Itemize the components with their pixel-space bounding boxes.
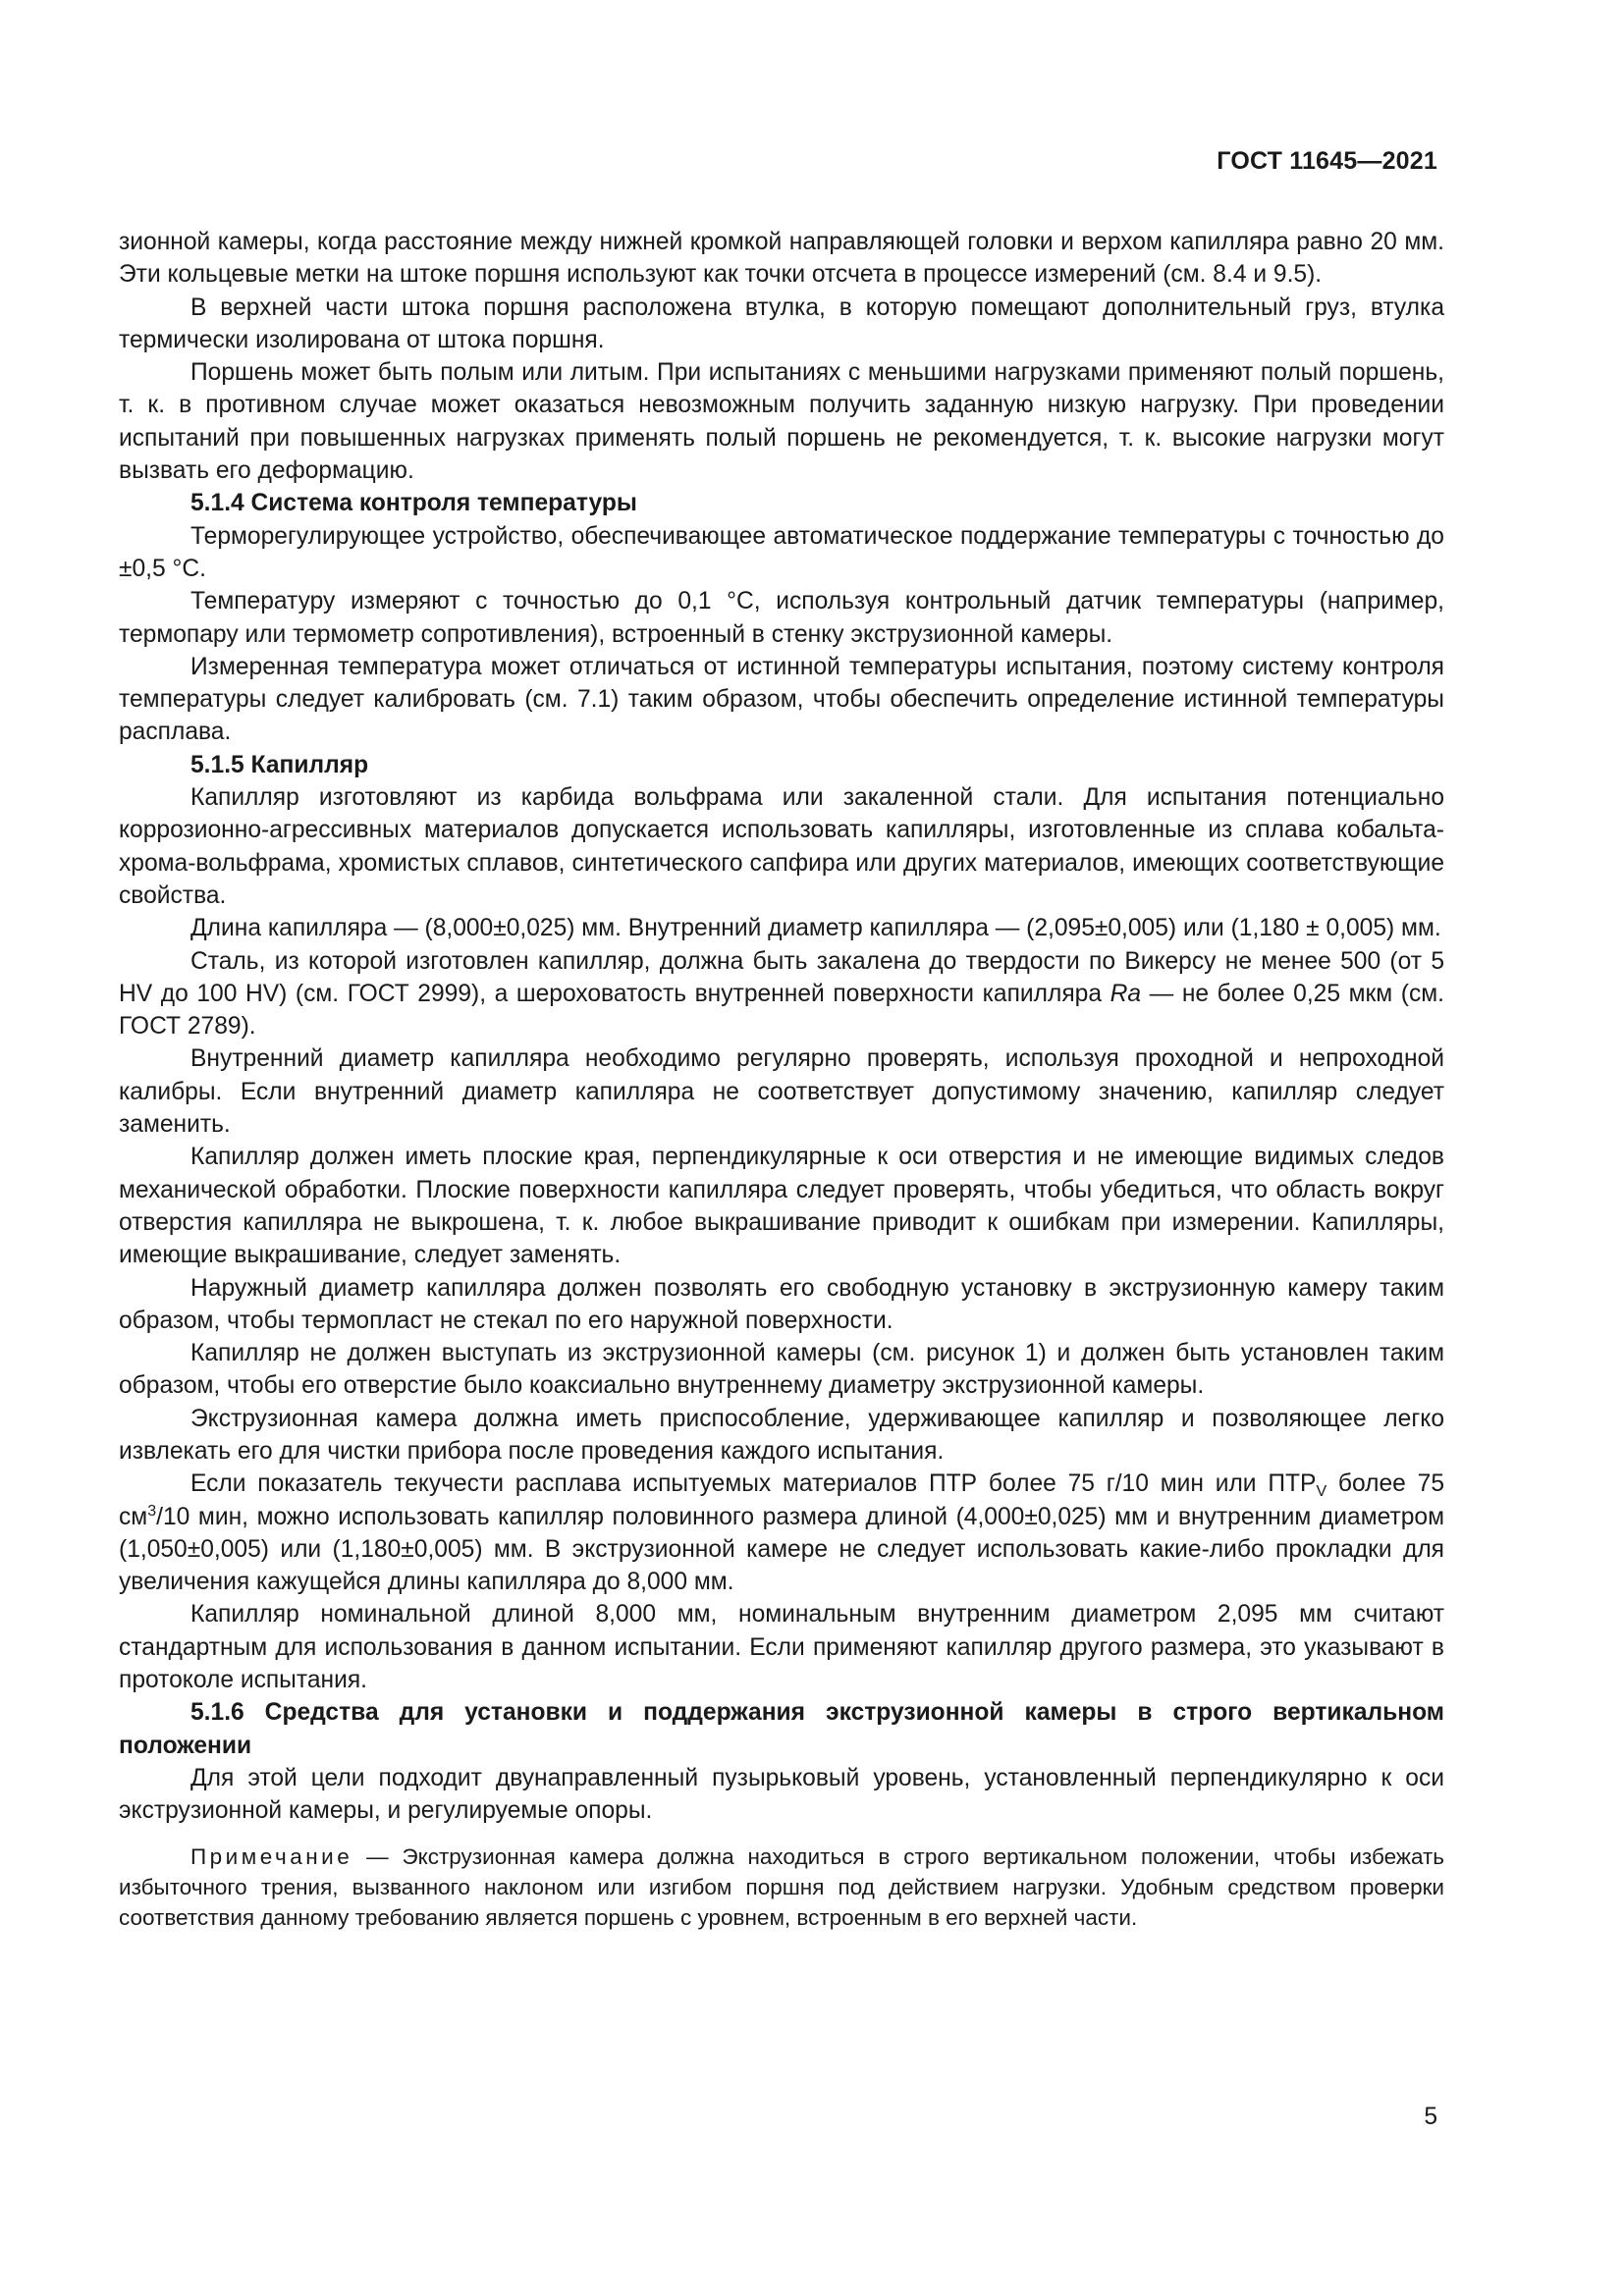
text-run: более 75 см (119, 1470, 1444, 1530)
text-run: Если показатель текучести расплава испытуемых материалов ПТР более 75 г/10 мин или ПТР (190, 1470, 1317, 1498)
paragraph: В верхней части штока поршня расположена втулка, в которую помещают дополнительный груз, втулка термически изолирована от штока поршня. (119, 294, 1444, 353)
paragraph: Капилляр номинальной длиной 8,000 мм, номинальным внутренним диаметром 2,095 мм считают стандартным для использования в данном испытании. Если применяют капилляр другого размера, это указывают в протоколе испытания. (119, 1601, 1444, 1694)
paragraph (119, 1468, 1444, 1598)
text-run: Сталь, из которой изготовлен капилляр, должна быть закалена до твердости по Викерсу не менее 500 (от 5 HV до 100 HV) (см. ГОСТ 2999), а шероховатость внутренней поверхности капилляра (119, 947, 1444, 1007)
paragraph: Поршень может быть полым или литым. При испытаниях с меньшими нагрузками применяют полый поршень, т. к. в противном случае может оказаться невозможным получить заданную низкую нагрузку. При проведении испытаний при повышенных нагрузках применять полый поршень не рекомендуется, т. к. высокие нагрузки могут вызвать его деформацию. (119, 359, 1444, 485)
paragraph: Экструзионная камера должна иметь приспособление, удерживающее капилляр и позволяющее легко извлекать его для чистки прибора после проведения каждого испытания. (119, 1405, 1444, 1465)
paragraph: Для этой цели подходит двунаправленный пузырьковый уровень, установленный перпендикулярно к оси экструзионной камеры, и регулируемые опоры. (119, 1764, 1444, 1825)
paragraph: зионной камеры, когда расстояние между нижней кромкой направляющей головки и верхом капилляра равно 20 мм. Эти кольцевые метки на штоке поршня используют как точки отсчета в процессе измерений (см. 8.4 и 9.5). (119, 229, 1444, 289)
paragraph: Длина капилляра — (8,000±0,025) мм. Внутренний диаметр капилляра — (2,095±0,005) или (1,180 ± 0,005) мм. (190, 915, 1441, 942)
paragraph: Температуру измеряют с точностью до 0,1 °С, используя контрольный датчик температуры (например, термопару или термометр сопротивления), встроенный в стенку экструзионной камеры. (119, 588, 1444, 648)
paragraph: Измеренная температура может отличаться от истинной температуры испытания, поэтому систему контроля температуры следует калибровать (см. 7.1) таким образом, чтобы обеспечить определение истинной температуры расплава. (119, 653, 1444, 746)
section-title-5-1-5: 5.1.5 Капилляр (190, 751, 369, 778)
text-run: — не более 0,25 мкм (см. ГОСТ 2789). (119, 980, 1444, 1041)
ra-symbol: Ra (1110, 980, 1142, 1007)
superscript-3: 3 (147, 1502, 157, 1520)
subscript-v: V (1316, 1483, 1327, 1501)
paragraph: Капилляр должен иметь плоские края, перпендикулярные к оси отверстия и не имеющие видимых следов механической обработки. Плоские поверхности капилляра следует проверять, чтобы убедиться, что область вокруг отверстия капилляра не выкрошена, т. к. любое выкрашивание приводит к ошибкам при измерении. Капилляры, имеющие выкрашивание, следует заменять. (119, 1144, 1444, 1269)
paragraph: Внутренний диаметр капилляра необходимо регулярно проверять, используя проходной и непроходной калибры. Если внутренний диаметр капилляра не соответствует допустимому значению, капилляр следует заменить. (119, 1045, 1444, 1139)
paragraph (119, 945, 1444, 1043)
paragraph: Наружный диаметр капилляра должен позволять его свободную установку в экструзионную камеру таким образом, чтобы термопласт не стекал по его наружной поверхности. (119, 1274, 1444, 1334)
note-text: — Экструзионная камера должна находиться в строго вертикальном положении, чтобы избежать избыточного трения, вызванного наклоном или изгибом поршня под действием нагрузки. Удобным средством проверки соответствия данному требованию является поршень с уровнем, встроенным в его верхней части. (119, 1843, 1444, 1930)
section-title-5-1-4: 5.1.4 Система контроля температуры (190, 490, 637, 517)
paragraph: Капилляр не должен выступать из экструзионной камеры (см. рисунок 1) и должен быть установлен таким образом, чтобы его отверстие было коаксиально внутреннему диаметру экструзионной камеры. (119, 1340, 1444, 1400)
page-number: 5 (1424, 2104, 1437, 2130)
paragraph: Капилляр изготовляют из карбида вольфрама или закаленной стали. Для испытания потенциально коррозионно-агрессивных материалов допускается использовать капилляры, изготовленные из сплава кобальта-хрома-вольфрама, хромистых сплавов, синтетического сапфира или других материалов, имеющих соответствующие свойства. (119, 784, 1444, 909)
document-header: ГОСТ 11645—2021 (1217, 147, 1437, 175)
text-run: /10 мин, можно использовать капилляр половинного размера длиной (4,000±0,025) мм и внутренним диаметром (1,050±0,005) или (1,180±0,005) мм. В экструзионной камере не следует использовать какие-либо прокладки для увеличения кажущейся длины капилляра до 8,000 мм. (119, 1503, 1444, 1596)
note (119, 1842, 1444, 1933)
document-body (119, 226, 1444, 1933)
note-label: Примечание (190, 1843, 353, 1869)
paragraph: Терморегулирующее устройство, обеспечивающее автоматическое поддержание температуры с точностью до ±0,5 °С. (119, 522, 1444, 582)
section-title-5-1-6: 5.1.6 Средства для установки и поддержания экструзионной камеры в строго вертикальном положении (119, 1699, 1444, 1759)
